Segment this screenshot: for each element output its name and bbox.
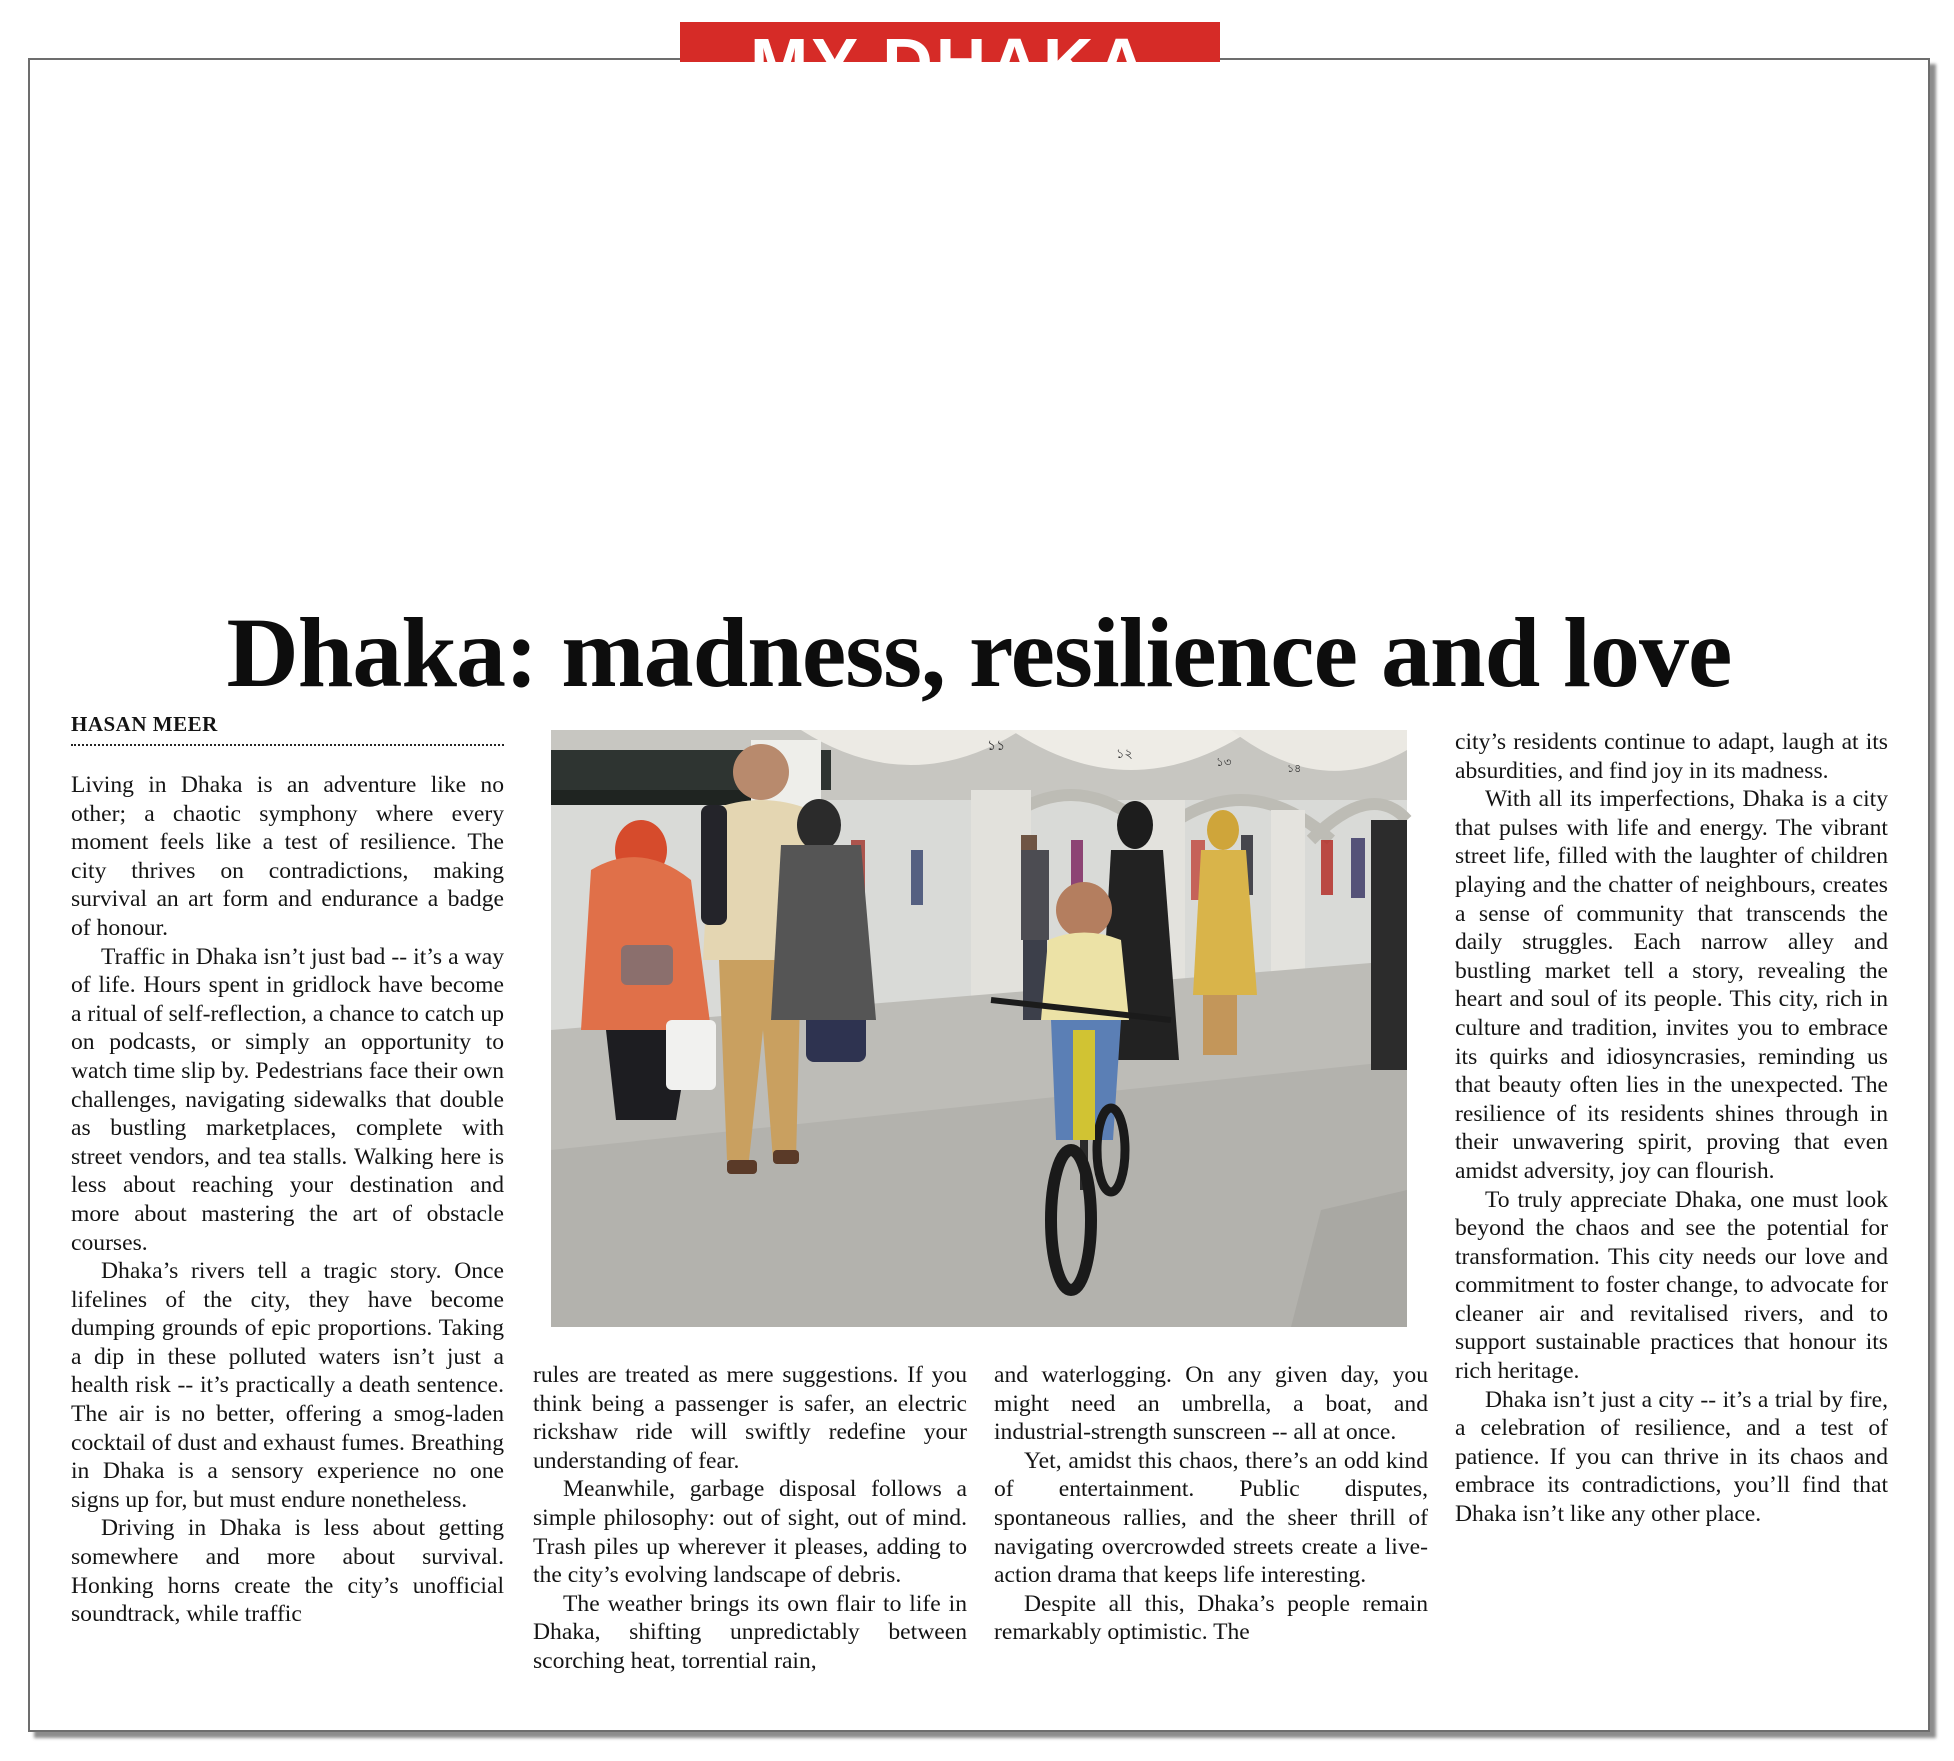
- newspaper-page: [28, 58, 1930, 1732]
- article-column-2: [533, 1361, 967, 1676]
- paragraph: rules are treated as mere suggestions. If you think being a passenger is safer, an electric rickshaw ride will swiftly redefine your understanding of fear.: [533, 1362, 967, 1474]
- paragraph: Traffic in Dhaka isn’t just bad -- it’s a way of life. Hours spent in gridlock have become a ritual of self-reflection, a chance to catch up on podcasts, or simply an opportunity to watch time slip by. Pedestrians face their own challenges, navigating sidewalks that double as bustling marketplaces, complete with street vendors, and tea stalls. Walking here is less about reaching your destination and more about mastering the art of obstacle courses.: [71, 943, 504, 1256]
- byline: HASAN MEER: [71, 712, 504, 746]
- paragraph: Living in Dhaka is an adventure like no other; a chaotic symphony where every moment feels like a test of resilience. The city thrives on contradictions, making survival an art form and endurance a badge of honour.: [71, 772, 504, 941]
- paragraph: Despite all this, Dhaka’s people remain remarkably optimistic. The: [994, 1590, 1428, 1646]
- paragraph: Yet, amidst this chaos, there’s an odd kind of entertainment. Public disputes, spontaneous rallies, and the sheer thrill of navigating overcrowded streets create a live-action drama that keeps life interesting.: [994, 1447, 1428, 1589]
- paragraph: Driving in Dhaka is less about getting somewhere and more about survival. Honking horns create the city’s unofficial soundtrack, while traffic: [71, 1515, 504, 1628]
- pillar-number: ১১: [987, 738, 1006, 754]
- section-tab: [680, 22, 1220, 102]
- paragraph: and waterlogging. On any given day, you might need an umbrella, a boat, and industrial-strength sunscreen -- all at once.: [994, 1362, 1428, 1446]
- paragraph: Dhaka isn’t just a city -- it’s a trial by fire, a celebration of resilience, and a test of patience. If you can thrive in its chaos and embrace its contradictions, you’ll find that Dhaka isn’t like any other place.: [1455, 1386, 1888, 1528]
- headline: Dhaka: madness, resilience and love: [226, 597, 1732, 708]
- pillar-number: ১৩: [1216, 755, 1232, 769]
- article-column-1: [71, 771, 504, 1629]
- paragraph: Dhaka’s rivers tell a tragic story. Once lifelines of the city, they have become dumping grounds of epic proportions. Taking a dip in these polluted waters isn’t just a health risk -- it’s practically a death sentence. The air is no better, offering a smog-laden cocktail of dust and exhaust fumes. Breathing in Dhaka is a sensory experience no one signs up for, but must endure nonetheless.: [71, 1258, 504, 1513]
- section-label: MY DHAKA: [750, 24, 1150, 102]
- article-column-4: [1455, 728, 1888, 1529]
- paragraph: The weather brings its own flair to life in Dhaka, shifting unpredictably between scorching heat, torrential rain,: [533, 1590, 967, 1674]
- photo-illustration: [551, 730, 1407, 1327]
- paragraph: To truly appreciate Dhaka, one must look beyond the chaos and see the potential for transformation. This city needs our love and commitment to foster change, to advocate for cleaner air and revitalised rivers, and to support sustainable practices that honour its rich heritage.: [1455, 1186, 1888, 1385]
- pillar-number: ১২: [1116, 747, 1133, 762]
- paragraph: Meanwhile, garbage disposal follows a simple philosophy: out of sight, out of mind. Trash piles up wherever it pleases, adding to the city’s evolving landscape of debris.: [533, 1476, 967, 1589]
- paragraph: With all its imperfections, Dhaka is a city that pulses with life and energy. The vibrant street life, filled with the laughter of children playing and the chatter of neighbours, creates a sense of community that transcends the daily struggles. Each narrow alley and bustling market tell a story, revealing the heart and soul of its people. This city, rich in culture and tradition, invites you to embrace its quirks and idiosyncrasies, reminding us that beauty often lies in the unexpected. The resilience of its residents shines through in their unwavering spirit, proving that even amidst adversity, joy can flourish.: [1455, 786, 1888, 1184]
- paragraph: city’s residents continue to adapt, laugh at its absurdities, and find joy in its madness.: [1455, 729, 1888, 784]
- article-photo: [551, 730, 1407, 1327]
- article-column-3: [994, 1361, 1428, 1647]
- pillar-number: ১৪: [1287, 762, 1302, 775]
